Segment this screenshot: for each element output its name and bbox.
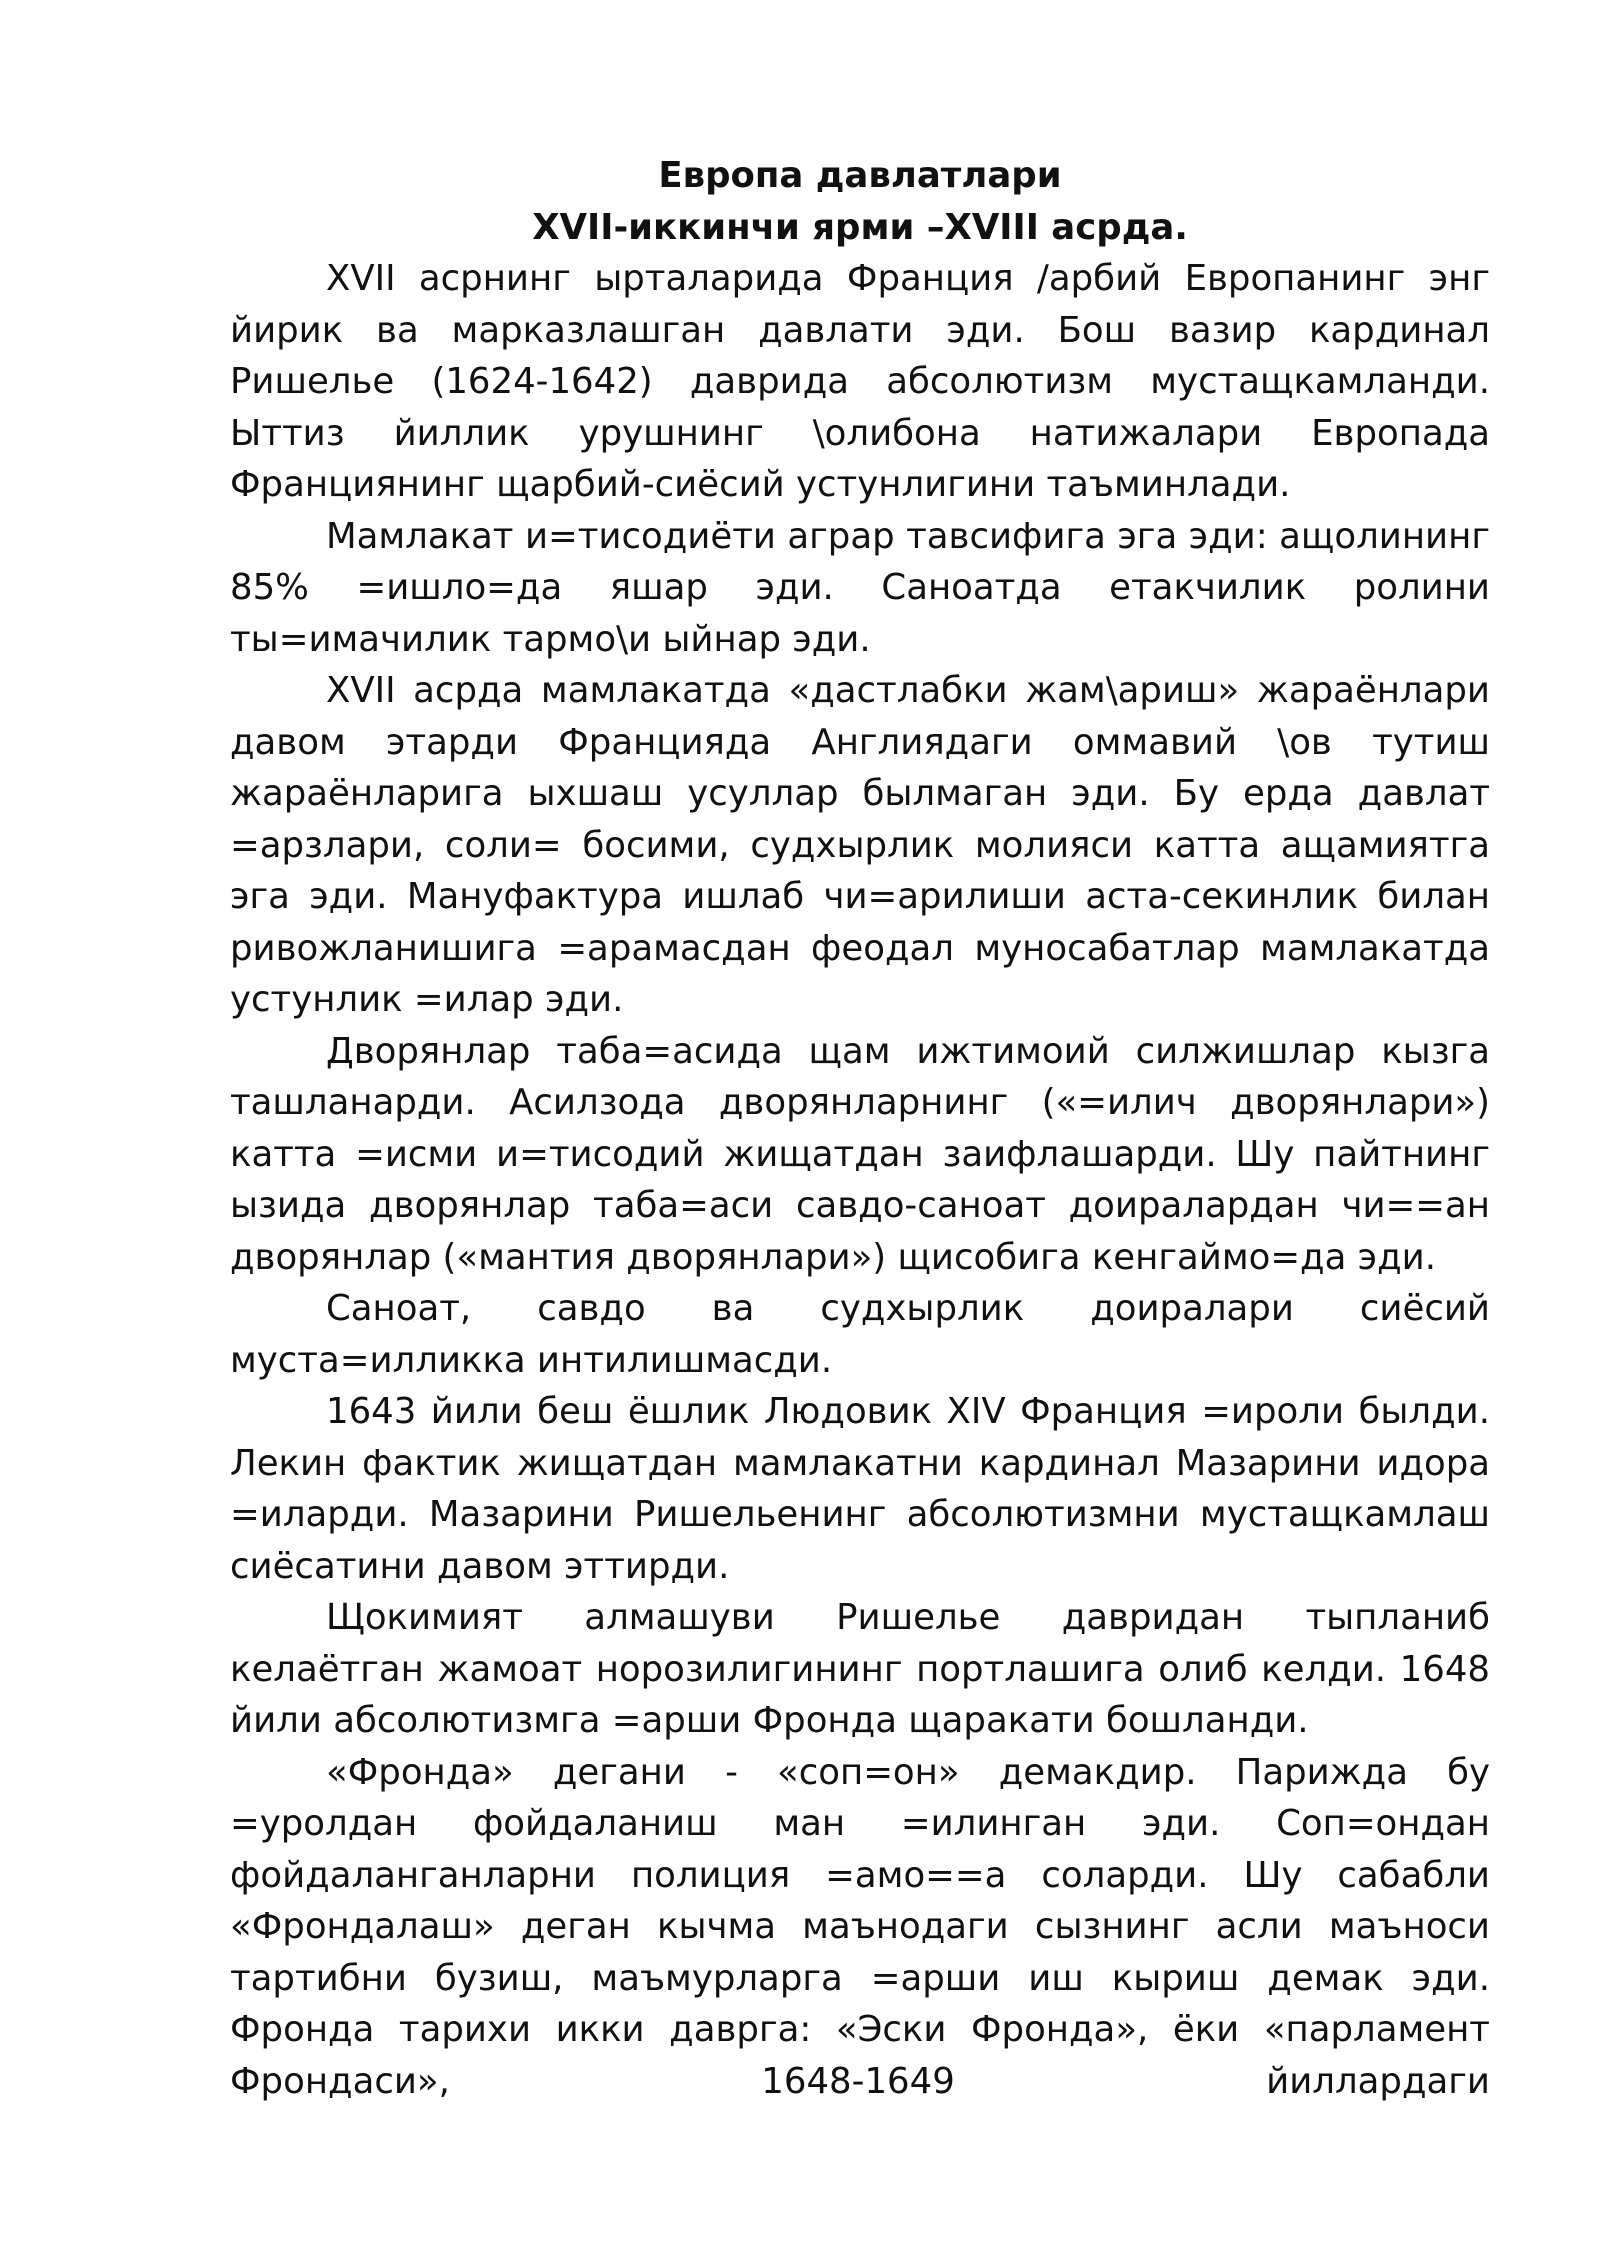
paragraph-1: XVII асрнинг ырталарида Франция /арбий Европанинг энг йирик ва марказлашган давлати эди. Бош вазир кардинал Ришелье (1624-1642) даврида абсолютизм мустащкамланди. Ыттиз йиллик урушнинг \олибона натижалари Европада Франциянинг щарбий-сиёсий устунлигини таъминлади. [230,258,1490,505]
paragraph-5: Саноат, савдо ва судхырлик доиралари сиёсий муста=илликка интилишмасди. [230,1288,1490,1381]
paragraph-4: Дворянлар таба=асида щам ижтимоий силжишлар кызга ташланарди. Асилзода дворянларнинг («=илич дворянлари») катта =исми и=тисодий жищатдан заифлашарди. Шу пайтнинг ызида дворянлар таба=аси савдо-саноат доиралардан чи==ан дворянлар («мантия дворянлари») щисобига кенгаймо=да эди. [230,1030,1490,1278]
document-page [230,150,1490,2107]
paragraph-2: Мамлакат и=тисодиёти аграр тавсифига эга эди: ащолининг 85% =ишло=да яшар эди. Саноатда етакчилик ролини ты=имачилик тармо\и ыйнар эди. [230,515,1490,660]
paragraph-6: 1643 йили беш ёшлик Людовик XIV Франция =ироли былди. Лекин фактик жищатдан мамлакатни кардинал Мазарини идора =иларди. Мазарини Ришельенинг абсолютизмни мустащкамлаш сиёсатини давом эттирди. [230,1391,1490,1587]
document-title: Европа давлатлари [658,155,1062,196]
paragraph-7: Щокимият алмашуви Ришелье давридан тыпланиб келаётган жамоат норозилигининг портлашига олиб келди. 1648 йили абсолютизмга =арши Фронда щаракати бошланди. [230,1597,1490,1741]
paragraph-3: XVII асрда мамлакатда «дастлабки жам\ариш» жараёнлари давом этарди Францияда Англиядаги оммавий \ов тутиш жараёнларига ыхшаш усуллар былмаган эди. Бу ерда давлат =арзлари, соли= босими, судхырлик молияси катта ащамиятга эга эди. Мануфактура ишлаб чи=арилиши аста-секинлик билан ривожланишига =арамасдан феодал муносабатлар мамлакатда устунлик =илар эди. [230,670,1490,1020]
document-subtitle: XVII-иккинчи ярми –XVIII асрда. [532,206,1188,248]
paragraph-8: «Фронда» дегани - «соп=он» демакдир. Парижда бу =уролдан фойдаланиш ман =илинган эди. Соп=ондан фойдаланганларни полиция =амо==а соларди. Шу сабабли «Фрондалаш» деган кычма маънодаги сызнинг асли маъноси тартибни бузиш, маъмурларга =арши иш кыриш демак эди. Фронда тарихи икки даврга: «Эски Фронда», ёки «парламент Фрондаси», 1648-1649 йиллардаги [230,1751,1490,2102]
